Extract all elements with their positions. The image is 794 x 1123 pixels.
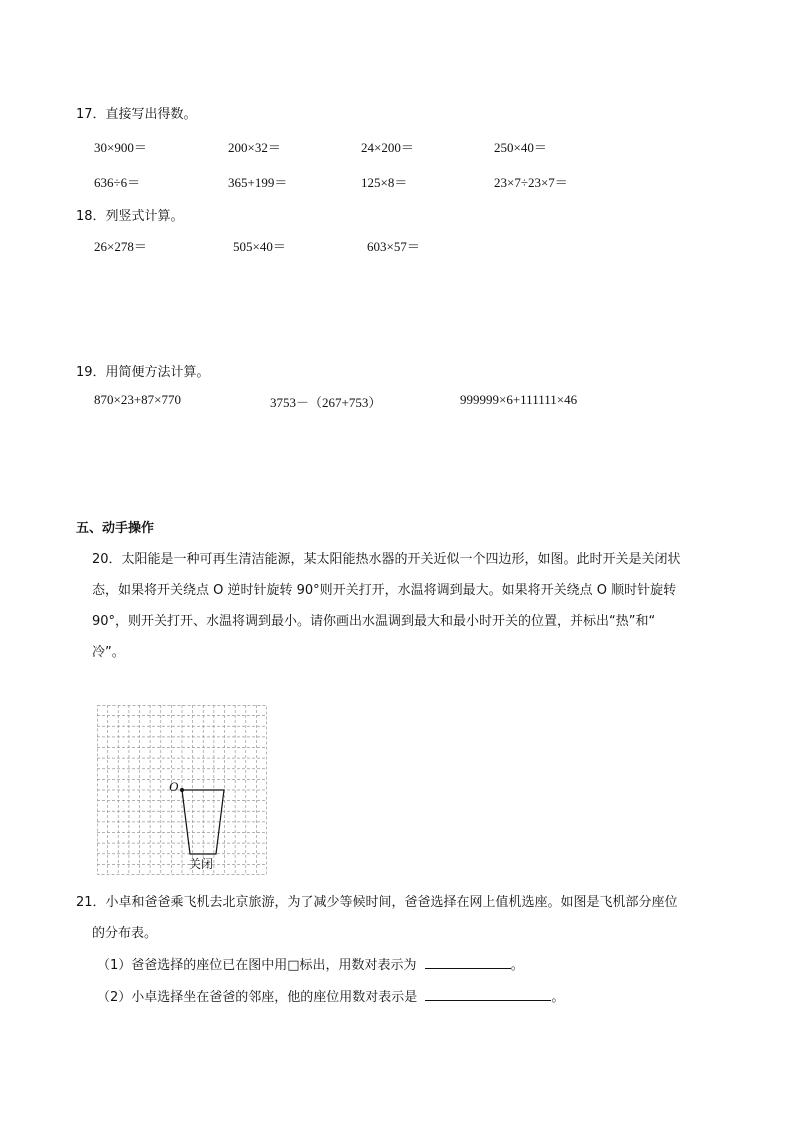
q19-title: 19．用简便方法计算。 [76, 365, 210, 380]
q21-line-1: 21．小卓和爸爸乘飞机去北京旅游，为了减少等候时间，爸爸选择在网上值机选座。如图是飞机部分座位 [76, 895, 678, 910]
q17-item-1: 30×900＝ [94, 140, 147, 155]
q21-sub-2 [97, 986, 564, 1005]
q17-title: 17．直接写出得数。 [76, 107, 197, 122]
q21-sub-1-blank[interactable] [425, 956, 511, 969]
point-o [180, 788, 184, 792]
q18-item-2: 505×40＝ [233, 239, 286, 254]
switch-grid [97, 705, 267, 875]
q17-item-2: 200×32＝ [228, 140, 281, 155]
q18-item-1: 26×278＝ [94, 239, 147, 254]
q19-item-1: 870×23+87×770 [94, 392, 181, 407]
q17-item-4: 250×40＝ [494, 140, 547, 155]
point-o-label: O [169, 779, 179, 794]
q21-sub-2-text: （2）小卓选择坐在爸爸的邻座，他的座位用数对表示是 [97, 990, 418, 1005]
switch-label: 关闭 [189, 857, 214, 871]
q21-sub-2-end: 。 [551, 990, 565, 1005]
q17-item-7: 125×8＝ [361, 175, 408, 190]
q20-line-4: 冷”。 [92, 645, 125, 660]
q17-item-3: 24×200＝ [361, 140, 414, 155]
q18-item-3: 603×57＝ [367, 239, 420, 254]
q21-sub-2-blank[interactable] [425, 988, 551, 1001]
section-title: 五、动手操作 [76, 521, 155, 536]
q21-sub-1-end: 。 [510, 958, 524, 973]
q21-line-2: 的分布表。 [92, 926, 158, 941]
q19-item-3: 999999×6+111111×46 [460, 392, 578, 407]
q18-title: 18．列竖式计算。 [76, 209, 184, 224]
grid-figure [97, 705, 267, 875]
q21-sub-1 [97, 954, 524, 973]
q20-line-3: 90°，则开关打开、水温将调到最小。请你画出水温调到最大和最小时开关的位置，并标出“热”和“ [92, 614, 656, 629]
q17-item-6: 365+199＝ [228, 175, 288, 190]
q19-item-2: 3753－（267+753） [270, 395, 382, 410]
q17-item-5: 636÷6＝ [94, 175, 141, 190]
q20-line-2: 态，如果将开关绕点 O 逆时针旋转 90°则开关打开，水温将调到最大。如果将开关绕点 O 顺时针旋转 [92, 583, 677, 598]
q20-line-1: 20．太阳能是一种可再生清洁能源，某太阳能热水器的开关近似一个四边形，如图。此时开关是关闭状 [92, 552, 681, 567]
q21-sub-1-text: （1）爸爸选择的座位已在图中用□标出，用数对表示为 [97, 958, 417, 973]
q17-item-8: 23×7÷23×7＝ [494, 175, 568, 190]
